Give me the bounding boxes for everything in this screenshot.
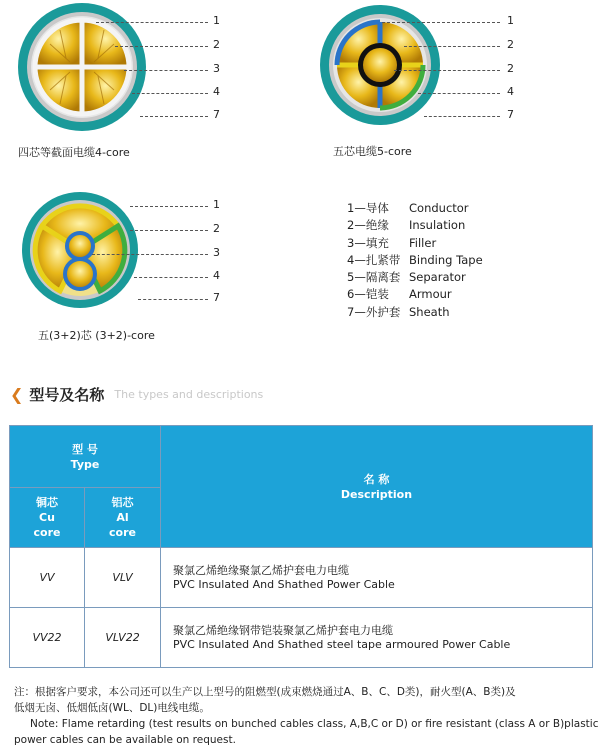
label-number: 2 (213, 38, 220, 51)
al-core-header (85, 488, 161, 548)
legend-zh: 2—绝缘 (347, 218, 389, 233)
legend-zh: 3—填充 (347, 235, 389, 250)
types-table (9, 425, 593, 668)
al-type-cell: VLV (85, 548, 161, 608)
label-number: 7 (213, 291, 220, 304)
legend-en: Filler (409, 235, 437, 250)
label-number: 2 (507, 38, 514, 51)
description-header-en: Description (340, 487, 413, 501)
legend-item (347, 235, 483, 252)
three-plus-two-caption: 五(3+2)芯 (3+2)-core (38, 329, 155, 342)
label-number: 3 (213, 246, 220, 259)
label-number: 1 (213, 198, 220, 211)
legend-zh: 7—外护套 (347, 304, 401, 319)
label-number: 7 (507, 108, 514, 121)
cu-core-header (10, 488, 85, 548)
label-number: 1 (213, 14, 220, 27)
section-title-en: The types and descriptions (114, 388, 264, 401)
table-row (10, 608, 593, 668)
legend-en: Separator (409, 270, 466, 285)
al-type-cell: VLV22 (85, 608, 161, 668)
al-header-zh: 铝芯 (111, 496, 134, 509)
label-number: 2 (507, 62, 514, 75)
component-legend (347, 200, 483, 321)
legend-zh: 4—扎紧带 (347, 252, 401, 267)
legend-zh: 5—隔离套 (347, 270, 401, 285)
legend-item (347, 304, 483, 321)
note-en-line2: power cables can be available on request. (14, 734, 236, 746)
four-core-caption: 四芯等截面电缆4-core (18, 146, 130, 159)
three-plus-two-core-cable-diagram (0, 190, 220, 325)
note-zh-line1: 注：根据客户要求，本公司还可以生产以上型号的阻燃型(成束燃烧通过A、B、C、D类)，耐火型(A、B类)及 (14, 686, 516, 698)
label-number: 2 (213, 222, 220, 235)
legend-item (347, 286, 483, 303)
al-header-en: Al (116, 511, 129, 524)
legend-zh: 1—导体 (347, 201, 389, 215)
legend-en: Conductor (409, 201, 469, 215)
legend-item (347, 200, 483, 217)
description-en: PVC Insulated And Shathed steel tape armoured Power Cable (173, 637, 511, 651)
label-number: 1 (507, 14, 514, 27)
legend-en: Insulation (409, 218, 466, 233)
type-header-en: Type (70, 457, 100, 471)
description-header (161, 426, 593, 548)
legend-en: Armour (409, 287, 452, 302)
al-header-core: core (109, 526, 136, 539)
cu-header-zh: 铜芯 (36, 496, 58, 509)
cu-header-en: Cu (39, 511, 55, 524)
cu-header-core: core (33, 526, 61, 539)
cu-type-cell: VV (10, 548, 85, 608)
description-en: PVC Insulated And Shathed Power Cable (173, 577, 395, 591)
legend-en: Binding Tape (409, 252, 483, 267)
label-number: 4 (213, 85, 220, 98)
label-number: 7 (213, 108, 220, 121)
cu-type-cell: VV22 (10, 608, 85, 668)
table-row (10, 548, 593, 608)
legend-zh: 6—铠装 (347, 287, 389, 302)
five-core-caption: 五芯电缆5-core (333, 145, 412, 158)
label-number: 3 (213, 62, 220, 75)
description-cell (161, 548, 593, 608)
section-title-zh: 型号及名称 (29, 386, 105, 404)
label-number: 4 (213, 269, 220, 282)
bracket-icon: ❮ (10, 385, 24, 404)
type-header (10, 426, 161, 488)
type-header-zh: 型 号 (72, 442, 98, 456)
section-title (10, 384, 263, 405)
description-cell (161, 608, 593, 668)
legend-item (347, 252, 483, 269)
note-zh-line2: 低烟无卤、低烟低卤(WL、DL)电线电缆。 (14, 702, 210, 714)
description-zh: 聚氯乙烯绝缘聚氯乙烯护套电力电缆 (173, 563, 350, 577)
legend-item (347, 217, 483, 234)
legend-item (347, 269, 483, 286)
label-number: 4 (507, 85, 514, 98)
description-zh: 聚氯乙烯绝缘钢带铠装聚氯乙烯护套电力电缆 (173, 623, 394, 637)
description-header-zh: 名 称 (363, 472, 390, 486)
legend-en: Sheath (409, 304, 450, 319)
note-en-line1: Note: Flame retarding (test results on bunched cables class, A,B,C or D) or fire resistant (class A or B)plastic (30, 718, 599, 730)
